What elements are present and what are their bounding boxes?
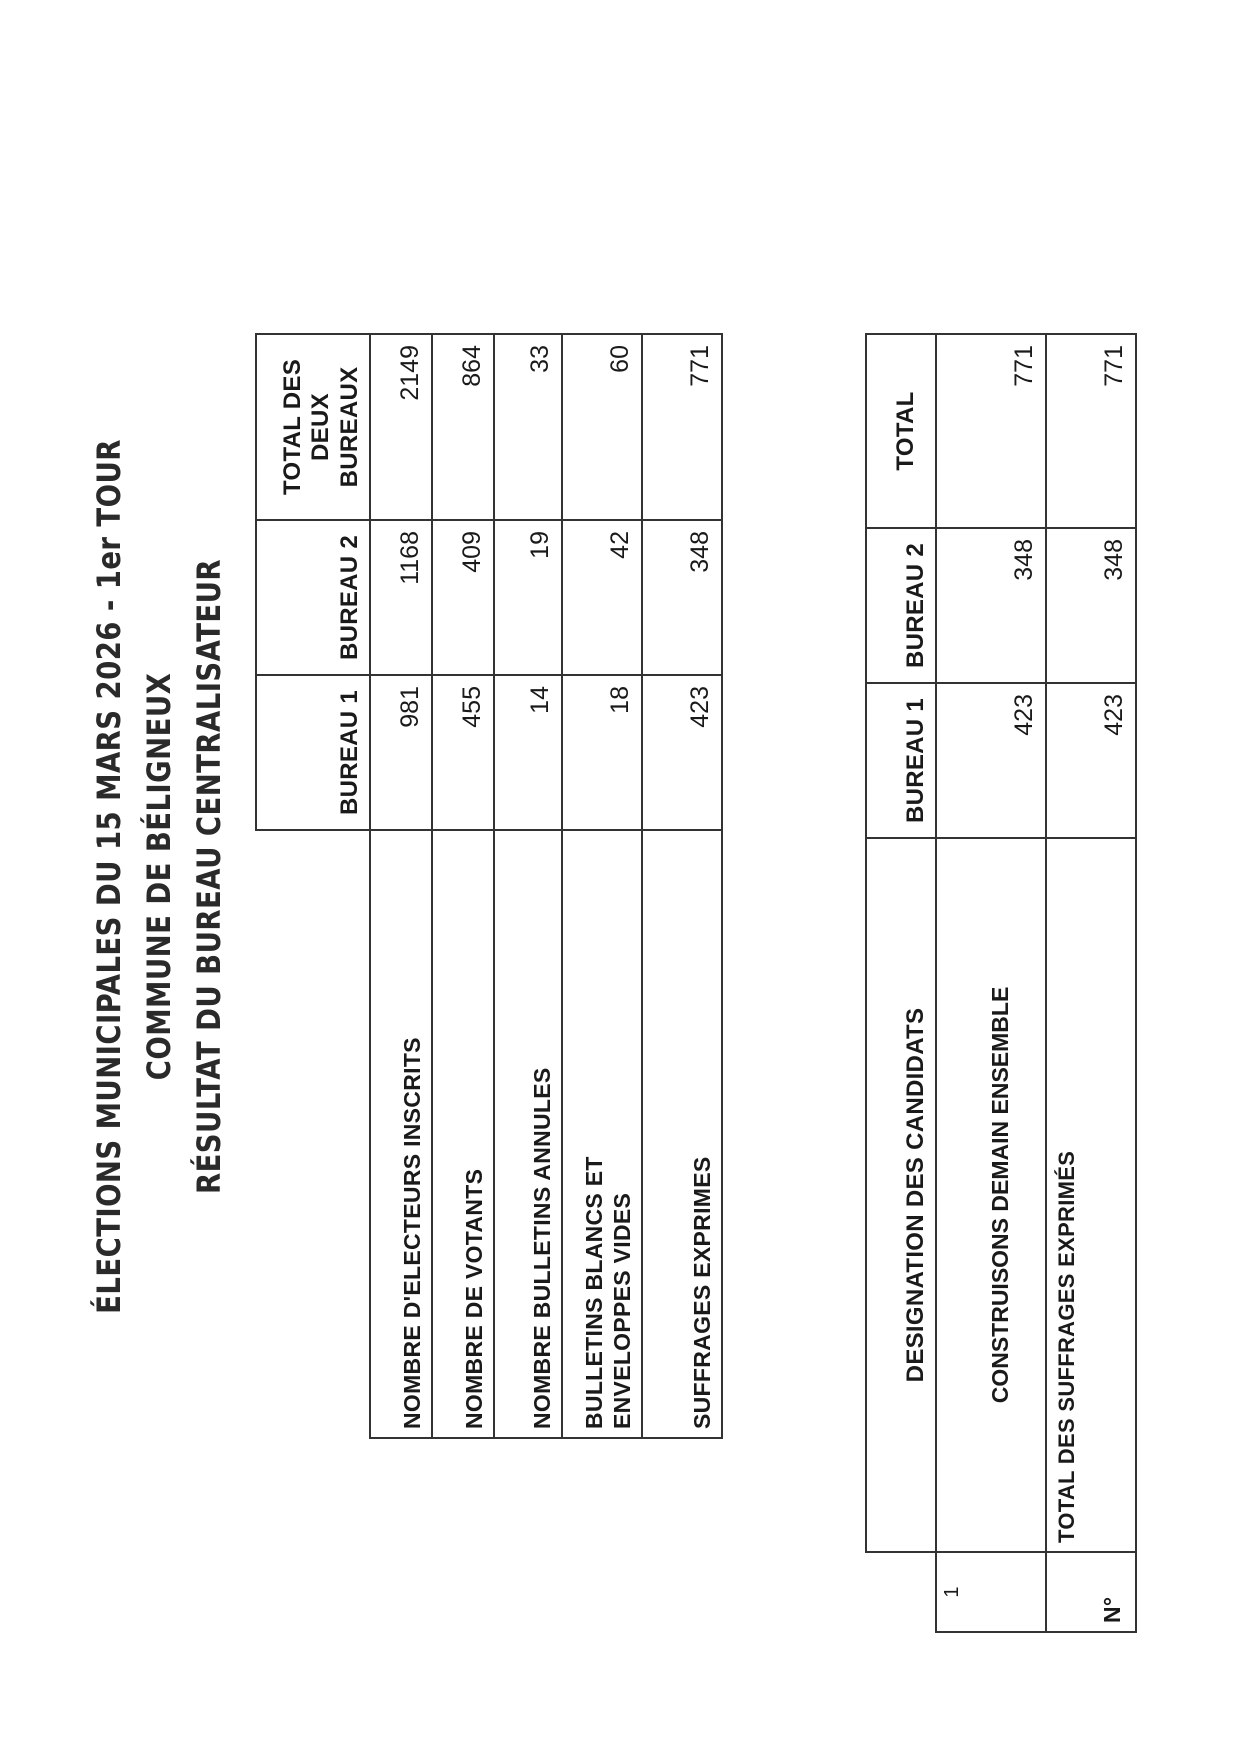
header-bureau-2: BUREAU 2 <box>256 520 370 675</box>
row-label: BULLETINS BLANCS ET ENVELOPPES VIDES <box>562 830 642 1438</box>
row-label: NOMBRE DE VOTANTS <box>432 830 494 1438</box>
table-row <box>494 334 562 1438</box>
value-bureau-1: 14 <box>494 675 562 830</box>
value-bureau-2: 348 <box>1046 528 1136 683</box>
candidate-number: 1 <box>936 1552 1046 1632</box>
value-bureau-2: 19 <box>494 520 562 675</box>
header-total: TOTAL DES DEUX BUREAUX <box>256 334 370 520</box>
row-label: SUFFRAGES EXPRIMES <box>642 830 722 1438</box>
value-bureau-1: 423 <box>936 683 1046 838</box>
title-line-2: COMMUNE DE BÉLIGNEUX <box>140 672 178 1081</box>
value-bureau-1: 423 <box>642 675 722 830</box>
header-bureau-1: BUREAU 1 <box>866 683 936 838</box>
header-total: TOTAL <box>866 334 936 528</box>
header-bureau-2: BUREAU 2 <box>866 528 936 683</box>
candidate-row <box>936 334 1046 1632</box>
total-label: TOTAL DES SUFFRAGES EXPRIMÉS <box>1046 838 1136 1552</box>
value-bureau-1: 423 <box>1046 683 1136 838</box>
value-bureau-1: 18 <box>562 675 642 830</box>
number-header: N° <box>1046 1552 1136 1632</box>
row-label: NOMBRE D'ELECTEURS INSCRITS <box>370 830 432 1438</box>
results-header-row <box>256 334 370 1438</box>
value-bureau-2: 348 <box>642 520 722 675</box>
value-bureau-2: 409 <box>432 520 494 675</box>
header-designation: DESIGNATION DES CANDIDATS <box>866 838 936 1552</box>
value-total: 33 <box>494 334 562 520</box>
value-bureau-2: 42 <box>562 520 642 675</box>
value-total: 771 <box>1046 334 1136 528</box>
candidate-name: CONSTRUISONS DEMAIN ENSEMBLE <box>936 838 1046 1552</box>
row-label: NOMBRE BULLETINS ANNULES <box>494 830 562 1438</box>
title-line-3: RÉSULTAT DU BUREAU CENTRALISATEUR <box>190 558 228 1195</box>
table-row <box>432 334 494 1438</box>
value-total: 771 <box>936 334 1046 528</box>
candidates-table <box>865 333 1137 1633</box>
value-total: 60 <box>562 334 642 520</box>
header-bureau-1: BUREAU 1 <box>256 675 370 830</box>
results-table <box>255 333 723 1439</box>
value-total: 771 <box>642 334 722 520</box>
value-bureau-1: 981 <box>370 675 432 830</box>
title-line-1: ÉLECTIONS MUNICIPALES DU 15 MARS 2026 - 1er TOUR <box>90 439 128 1314</box>
value-total: 2149 <box>370 334 432 520</box>
table-row <box>370 334 432 1438</box>
value-bureau-2: 1168 <box>370 520 432 675</box>
value-total: 864 <box>432 334 494 520</box>
candidates-header-row <box>866 334 936 1632</box>
table-row <box>562 334 642 1438</box>
table-row <box>642 334 722 1438</box>
total-row <box>1046 334 1136 1632</box>
value-bureau-1: 455 <box>432 675 494 830</box>
value-bureau-2: 348 <box>936 528 1046 683</box>
